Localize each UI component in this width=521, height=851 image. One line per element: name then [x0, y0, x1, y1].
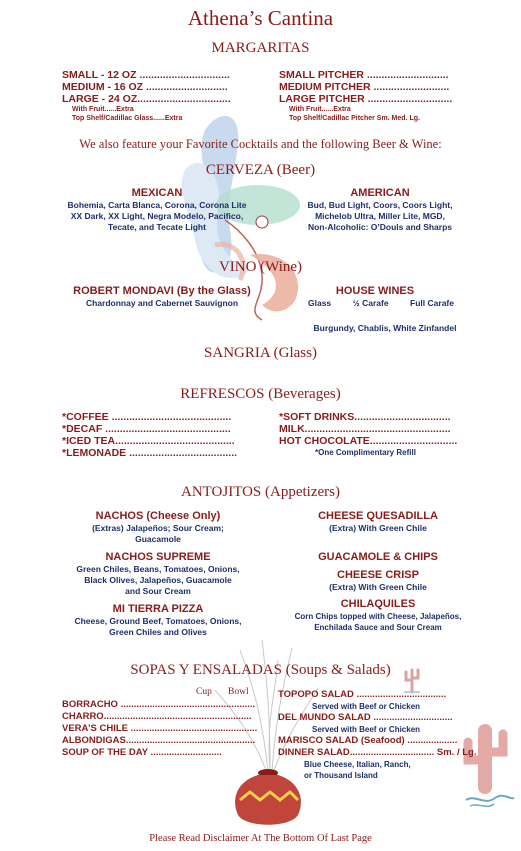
list-item: ALBONDIGAS................................................. — [62, 735, 256, 746]
list-item: *ICED TEA......................................... — [62, 435, 235, 447]
mondavi-title: ROBERT MONDAVI (By the Glass) — [73, 285, 251, 297]
mexican-beer-block — [52, 187, 262, 233]
pizza-title: MI TIERRA PIZZA — [112, 603, 204, 615]
size-label: Full Carafe — [410, 298, 454, 308]
soups-list — [62, 699, 257, 759]
beer-line: Non-Alcoholic: O’Douls and Sharps — [307, 222, 453, 232]
item-detail: Guacamole — [135, 534, 181, 544]
list-item: *DECAF ........................................... — [62, 423, 231, 435]
item-detail: (Extra) With Green Chile — [329, 523, 427, 533]
sangria-heading: SANGRIA (Glass) — [204, 345, 317, 361]
mondavi-line: Chardonnay and Cabernet Sauvignon — [85, 298, 239, 308]
bowl-label: Bowl — [228, 687, 249, 697]
restaurant-title: Athena’s Cantina — [187, 6, 334, 30]
refrescos-left-list — [62, 411, 237, 459]
guacamole-title: GUACAMOLE & CHIPS — [318, 551, 438, 563]
size-label: Glass — [308, 298, 332, 308]
beer-line: Tecate, and Tecate Light — [108, 222, 206, 232]
item-detail: Green Chiles, Beans, Tomatoes, Onions, — [76, 564, 240, 574]
house-wine-sizes — [290, 298, 460, 309]
item-detail: Served with Beef or Chicken — [312, 702, 421, 711]
salads-list — [278, 689, 476, 781]
mexican-title: MEXICAN — [131, 187, 183, 199]
list-item: *COFFEE ......................................... — [62, 411, 232, 423]
cheese-crisp-title: CHEESE CRISP — [337, 569, 419, 581]
vino-heading: VINO (Wine) — [218, 259, 303, 275]
american-title: AMERICAN — [350, 187, 410, 199]
list-note: Top Shelf/Cadillac Pitcher Sm. Med. Lg. — [289, 115, 420, 122]
list-item: MEDIUM - 16 OZ ............................ — [62, 81, 228, 93]
refill-note: *One Complimentary Refill — [315, 448, 416, 457]
list-item: HOT CHOCOLATE.............................. — [279, 435, 458, 447]
list-item: LARGE PITCHER ............................. — [279, 93, 453, 105]
list-item: *LEMONADE ..................................... — [62, 447, 238, 459]
item-detail: Served with Beef or Chicken — [312, 725, 421, 734]
list-note: Top Shelf/Cadillac Glass......Extra — [72, 115, 183, 122]
item-detail: Cheese, Ground Beef, Tomatoes, Onions, — [74, 616, 242, 626]
item-detail: Blue Cheese, Italian, Ranch, — [304, 760, 411, 769]
item-detail: Green Chiles and Olives — [109, 627, 207, 637]
nachos-title: NACHOS (Cheese Only) — [95, 510, 221, 522]
antojitos-left — [48, 510, 268, 638]
margaritas-heading: MARGARITAS — [211, 40, 310, 56]
refrescos-right-list — [279, 411, 457, 458]
cerveza-heading: CERVEZA (Beer) — [205, 162, 316, 178]
item-detail: Corn Chips topped with Cheese, Jalapeños, — [294, 612, 462, 621]
item-detail: (Extra) With Green Chile — [329, 582, 427, 592]
refrescos-heading: REFRESCOS (Beverages) — [180, 386, 341, 402]
list-item: MILK.................................................. — [279, 423, 451, 435]
list-item: SMALL - 12 OZ ............................... — [62, 69, 230, 81]
american-beer-block — [275, 187, 485, 233]
list-item: SMALL PITCHER ............................ — [279, 69, 449, 81]
list-item: DINNER SALAD................................ Sm. / Lg. — [278, 747, 477, 758]
cocktails-line: We also feature your Favorite Cocktails and the following Beer & Wine: — [79, 137, 442, 151]
mondavi-block — [56, 285, 268, 309]
list-item: TOPOPO SALAD .................................. — [278, 689, 447, 700]
antojitos-right — [278, 510, 478, 633]
list-item: LARGE - 24 OZ................................ — [62, 93, 231, 105]
beer-line: Bohemia, Carta Blanca, Corona, Corona Lite — [67, 200, 247, 210]
list-item: SOUP OF THE DAY ........................... — [62, 747, 222, 758]
cup-label: Cup — [196, 687, 212, 697]
beer-line: XX Dark, XX Light, Negra Modelo, Pacifico, — [70, 211, 244, 221]
margaritas-right-list — [279, 69, 452, 123]
size-label: ½ Carafe — [352, 298, 389, 308]
nachos-supreme-title: NACHOS SUPREME — [105, 551, 211, 563]
disclaimer-footer: Please Read Disclaimer At The Bottom Of Last Page — [149, 833, 372, 844]
beer-line: Michelob Ultra, Miller Lite, MGD, — [315, 211, 445, 221]
item-detail: and Sour Cream — [125, 586, 191, 596]
house-wines-block — [290, 285, 460, 309]
antojitos-heading: ANTOJITOS (Appetizers) — [180, 484, 340, 500]
list-item: VERA’S CHILE ................................................ — [62, 723, 258, 734]
beer-line: Bud, Bud Light, Coors, Coors Light, — [307, 200, 453, 210]
list-item: CHARRO........................................................ — [62, 711, 252, 722]
list-item: DEL MUNDO SALAD .............................. — [278, 712, 453, 723]
item-detail: Black Olives, Jalapeños, Guacamole — [84, 575, 232, 585]
list-item: BORRACHO ................................................... — [62, 699, 256, 710]
item-detail: Enchilada Sauce and Sour Cream — [314, 623, 442, 632]
chilaquiles-title: CHILAQUILES — [340, 598, 416, 610]
list-item: *SOFT DRINKS................................. — [279, 411, 451, 423]
quesadilla-title: CHEESE QUESADILLA — [318, 510, 438, 522]
house-wines-title: HOUSE WINES — [335, 285, 415, 297]
list-item: MEDIUM PITCHER .......................... — [279, 81, 450, 93]
house-wine-line: Burgundy, Chablis, White Zinfandel — [313, 323, 457, 333]
list-note: With Fruit......Extra — [72, 106, 134, 113]
list-note: With Fruit......Extra — [289, 106, 351, 113]
item-detail: (Extras) Jalapeños; Sour Cream; — [92, 523, 224, 533]
item-detail: or Thousand Island — [304, 771, 378, 780]
margaritas-left-list — [62, 69, 231, 123]
sopas-heading: SOPAS Y ENSALADAS (Soups & Salads) — [130, 662, 391, 678]
list-item: MARISCO SALAD (Seafood) ................... — [278, 735, 458, 746]
